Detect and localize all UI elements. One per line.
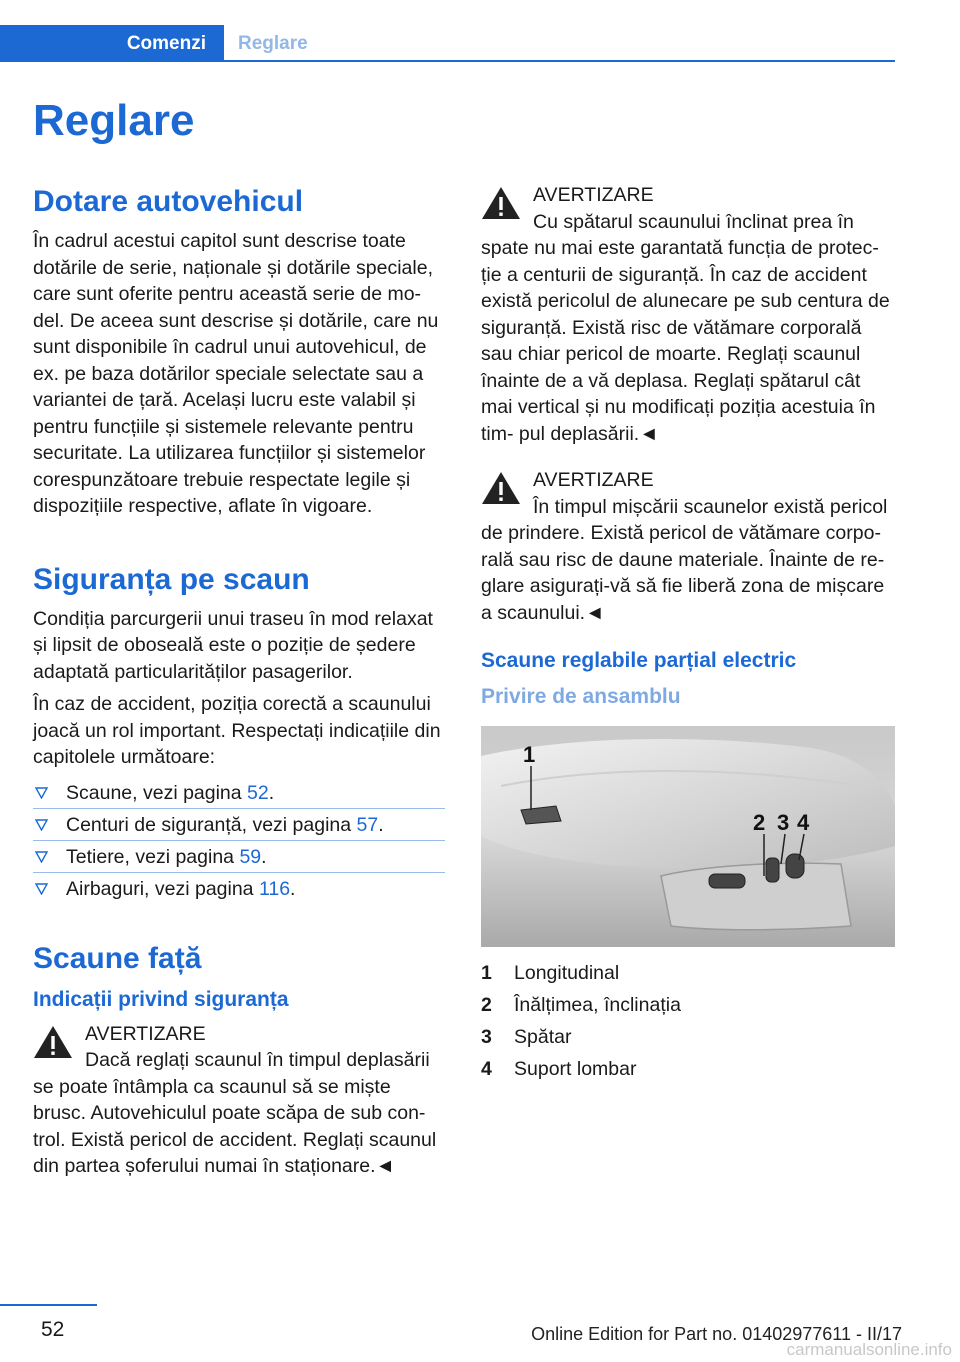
legend-row <box>481 1053 893 1085</box>
triangle-bullet-icon <box>33 809 49 841</box>
list-item: Centuri de siguranță, vezi pagina 57. <box>33 809 445 841</box>
legend-number: 3 <box>481 1026 492 1048</box>
list-item-text: Airbaguri, vezi pagina <box>66 877 259 900</box>
watermark: carmanualsonline.info <box>786 1340 952 1359</box>
header-rule <box>0 60 895 62</box>
warning-box <box>481 182 893 447</box>
section-title-dotare: Dotare autovehicul <box>33 185 304 218</box>
list-item-text: Centuri de siguranță, vezi pagina <box>66 813 357 836</box>
subsection-title-privire: Privire de ansamblu <box>481 685 681 708</box>
warning-triangle-icon <box>481 471 521 505</box>
tab-reglare[interactable]: Reglare <box>238 32 308 54</box>
section-title-scaune: Scaune față <box>33 941 202 975</box>
legend-label: Longitudinal <box>514 962 620 984</box>
list-item: Scaune, vezi pagina 52. <box>33 777 445 809</box>
triangle-bullet-icon <box>33 777 49 809</box>
warning-text: Dacă reglați scaunul în timpul deplasării se poate întâmpla ca scaunul să se miște brusc. Autovehiculul poate scăpa de sub con‐ trol. Există pericol de accident. Reglați scaunul din partea șoferului numai în staționare.◄ <box>33 1049 437 1177</box>
page-header <box>0 0 895 62</box>
list-item: Tetiere, vezi pagina 59. <box>33 841 445 873</box>
list-item: Airbaguri, vezi pagina 116. <box>33 873 445 905</box>
right-column <box>481 182 893 1085</box>
warning-title: AVERTIZARE <box>533 184 654 206</box>
legend-label: Înălțimea, înclinația <box>514 994 681 1016</box>
siguranta-paragraph-2: În caz de accident, poziția corectă a scaunului joacă un rol important. Respectați indicațiile din capitolele următoare: <box>33 693 441 768</box>
legend-label: Spătar <box>514 1026 572 1048</box>
warning-text: Cu spătarul scaunului înclinat prea în spate nu mai este garantată funcția de protec‐ ție a centurii de siguranță. În caz de accident există pericolul de alunecare pe sub centura de siguranță. Există risc de vătămare corporală sau chiar pericol de moarte. Reglați scaunul înainte de a vă deplasa. Reglați spătarul cât mai vertical și nu modificați poziția acestuia în tim‐ pul deplasării.◄ <box>481 210 890 445</box>
warning-triangle-icon <box>481 186 521 220</box>
page-title: Reglare <box>33 96 195 145</box>
warning-triangle-icon <box>33 1025 73 1059</box>
subsection-title-indicatii: Indicații privind siguranța <box>33 987 289 1011</box>
list-item-text: Scaune, vezi pagina <box>66 781 248 804</box>
warning-title: AVERTIZARE <box>85 1022 206 1045</box>
page-link[interactable]: 57 <box>356 813 379 836</box>
warning-box <box>481 467 893 626</box>
footer-rule <box>0 1304 97 1306</box>
page-link[interactable]: 116 <box>258 877 291 900</box>
triangle-bullet-icon <box>33 873 49 905</box>
edition-text: Online Edition for Part no. 01402977611 - II/17 <box>531 1324 902 1344</box>
figure-label-1: 1 <box>523 742 536 767</box>
legend-row <box>481 957 893 989</box>
dotare-text: În cadrul acestui capitol sunt descrise toate dotările de serie, naționale și dotările speciale, care sunt oferite pentru această serie de mo‐ del. De aceea sunt descrise și dotările, care nu sunt disponibile în cadrul unui autovehicul, de ex. pe baza dotărilor speciale selectate sau a variantei de țară. Același lucru este valabil și pentru funcțiile și sistemele relevante pentru securitate. La utilizarea funcțiilor și sistemelor corespunzătoare trebuie respectate legile și dispozițiile respective, aflate în vigoare. <box>33 230 439 517</box>
warning-box <box>33 1021 445 1180</box>
legend-row <box>481 989 893 1021</box>
page-link[interactable]: 52 <box>247 781 269 804</box>
seat-controls-figure <box>481 726 895 947</box>
reference-list <box>33 777 445 905</box>
legend-label: Suport lombar <box>514 1058 637 1080</box>
section-title-siguranta: Siguranța pe scaun <box>33 562 310 596</box>
siguranta-paragraph-1: Condiția parcurgerii unui traseu în mod relaxat și lipsit de oboseală este o poziție de ședere adaptată particularităților pasagerilor. <box>33 607 433 683</box>
warning-title: AVERTIZARE <box>533 469 654 491</box>
section-title-scaune-reglabile: Scaune reglabile parțial electric <box>481 649 797 672</box>
legend-number: 2 <box>481 994 492 1016</box>
legend-number: 1 <box>481 962 492 984</box>
left-column <box>33 182 445 1200</box>
list-item-text: Tetiere, vezi pagina <box>66 845 240 868</box>
seat-illustration <box>481 726 895 947</box>
tab-comenzi[interactable]: Comenzi <box>0 25 224 62</box>
triangle-bullet-icon <box>33 841 49 873</box>
legend-row <box>481 1021 893 1053</box>
figure-label-3: 3 <box>777 810 790 835</box>
warning-text: În timpul mișcării scaunelor există pericol de prindere. Există pericol de vătămare corpo‐ rală sau risc de daune materiale. Înainte de re‐ glare asigurați-vă să fie liberă zona de mișcare a scaunului.◄ <box>481 495 888 624</box>
legend-number: 4 <box>481 1058 492 1080</box>
figure-label-2: 2 <box>753 810 766 835</box>
figure-label-4: 4 <box>797 810 810 835</box>
page-number: 52 <box>41 1318 65 1341</box>
page-link[interactable]: 59 <box>239 845 262 868</box>
figure-legend <box>481 957 893 1085</box>
